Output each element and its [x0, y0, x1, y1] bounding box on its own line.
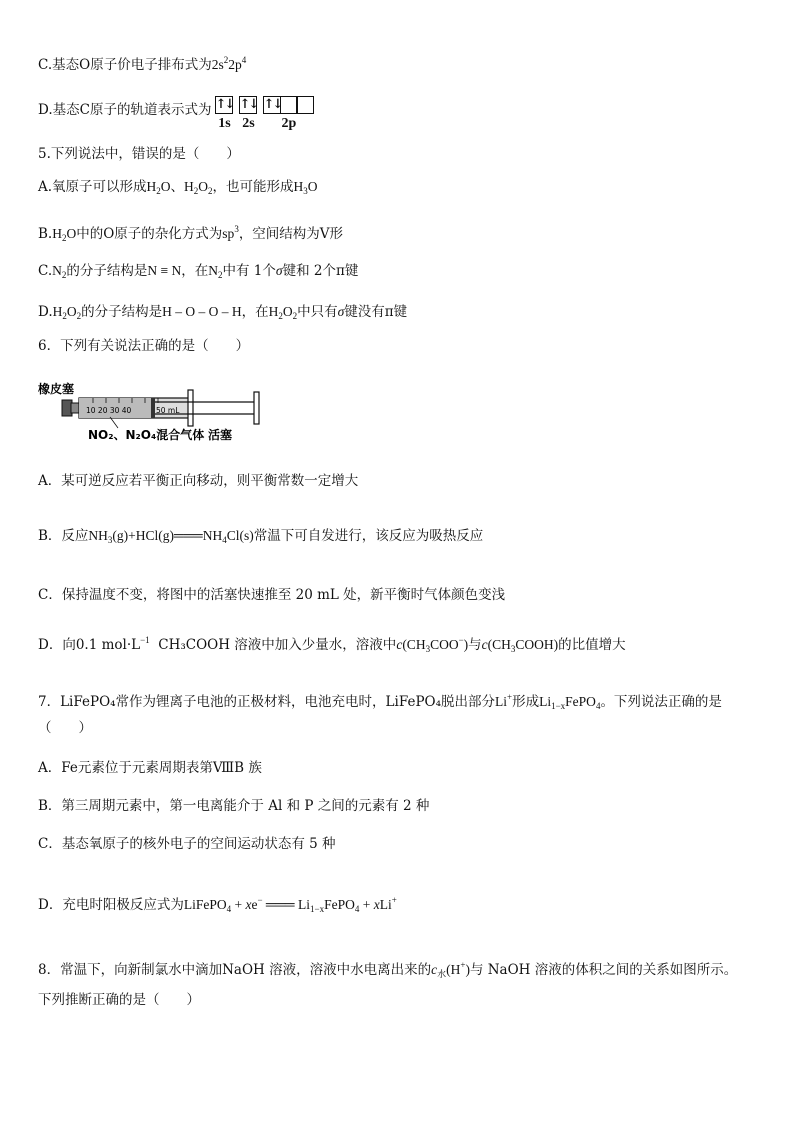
q7-option-d: D．充电时阳极反应式为LiFePO$_4$ + xe− ═══ $Li_{1-x}FePO_4 + xLi^+$ [38, 895, 397, 914]
q6-option-c: C．保持温度不变，将图中的活塞快速推至 20 mL 处，新平衡时气体颜色变浅 [38, 587, 506, 603]
gas-label: NO₂、N₂O₄混合气体 [88, 428, 205, 442]
q4-option-d: D.基态C原子的轨道表示式为 ↑↓ 1s ↑↓ 2s ↑↓ 2p [38, 94, 320, 132]
stopper-label: 橡皮塞 [38, 382, 75, 396]
q7-option-c: C．基态氧原子的核外电子的空间运动状态有 5 种 [38, 836, 336, 852]
q5-option-c: $C.N_2$的分子结构是N ≡ N，在$N_2$中有 1个σ键和 2个π键 [38, 263, 359, 280]
q7-stem-paren: （ ） [38, 720, 92, 736]
plunger-end [254, 392, 259, 424]
formula: $2s^22p^4$ [211, 55, 247, 72]
orbital-2p: ↑↓ 2p [263, 94, 314, 132]
orbital-1s: ↑↓ 1s [215, 97, 234, 131]
q6-option-d: D．向0.1 $mol\cdot L^{-1}$ CH₃COOH 溶液中加入少量水，溶液中$c(CH_3COO^-)$与$c(CH_3COOH)$的比值增大 [38, 635, 626, 654]
orbital-2s: ↑↓ 2s [239, 97, 258, 131]
q5-option-d: $D.H_2O_2$的分子结构是H – O – O – H，在$H_2O_2$中只有σ键没有π键 [38, 304, 408, 321]
q8-stem-line2: 下列推断正确的是（ ） [38, 992, 200, 1008]
scale-end-label: 50 mL [156, 406, 180, 415]
orbital-diagram [215, 94, 320, 132]
q7-option-b: B．第三周期元素中，第一电离能介于 Al 和 P 之间的元素有 2 种 [38, 798, 430, 814]
q6-option-a: A．某可逆反应若平衡正向移动，则平衡常数一定增大 [38, 473, 359, 489]
syringe-figure [38, 376, 278, 444]
piston-head [151, 398, 155, 418]
piston-label: 活塞 [208, 428, 233, 442]
scale-labels: 10 20 30 40 [86, 406, 132, 415]
q8-stem: 8．常温下，向新制氯水中滴加NaOH 溶液，溶液中水电离出来的$c_水(H^+)$与 NaOH 溶液的体积之间的关系如图所示。 [38, 960, 738, 979]
q6-option-b: B．反应$NH_3(g)+HCl(g)═══NH_4Cl(s)$常温下可自发进行，该反应为吸热反应 [38, 528, 484, 545]
q5-option-b: $B.H_2O$中的O原子的杂化方式为$sp^3$，空间结构为V形 [38, 224, 344, 243]
q7-option-a: A．Fe元素位于元素周期表第ⅧB 族 [38, 760, 262, 776]
q5-stem: 5.下列说法中，错误的是（ ） [38, 146, 240, 162]
q5-option-a: A.氧原子可以形成$H_2O$、$H_2O_2$，也可能形成$H_3O$ [38, 179, 318, 196]
q6-stem: 6．下列有关说法正确的是（ ） [38, 338, 250, 354]
q7-stem: 7．LiFePO₄常作为锂离子电池的正极材料，电池充电时，LiFePO₄脱出部分Li+形成$Li_{1-x}FePO_4$。下列说法正确的是 [38, 692, 722, 711]
q4-option-c: C.基态O原子价电子排布式为$2s^22p^4$ [38, 55, 247, 73]
